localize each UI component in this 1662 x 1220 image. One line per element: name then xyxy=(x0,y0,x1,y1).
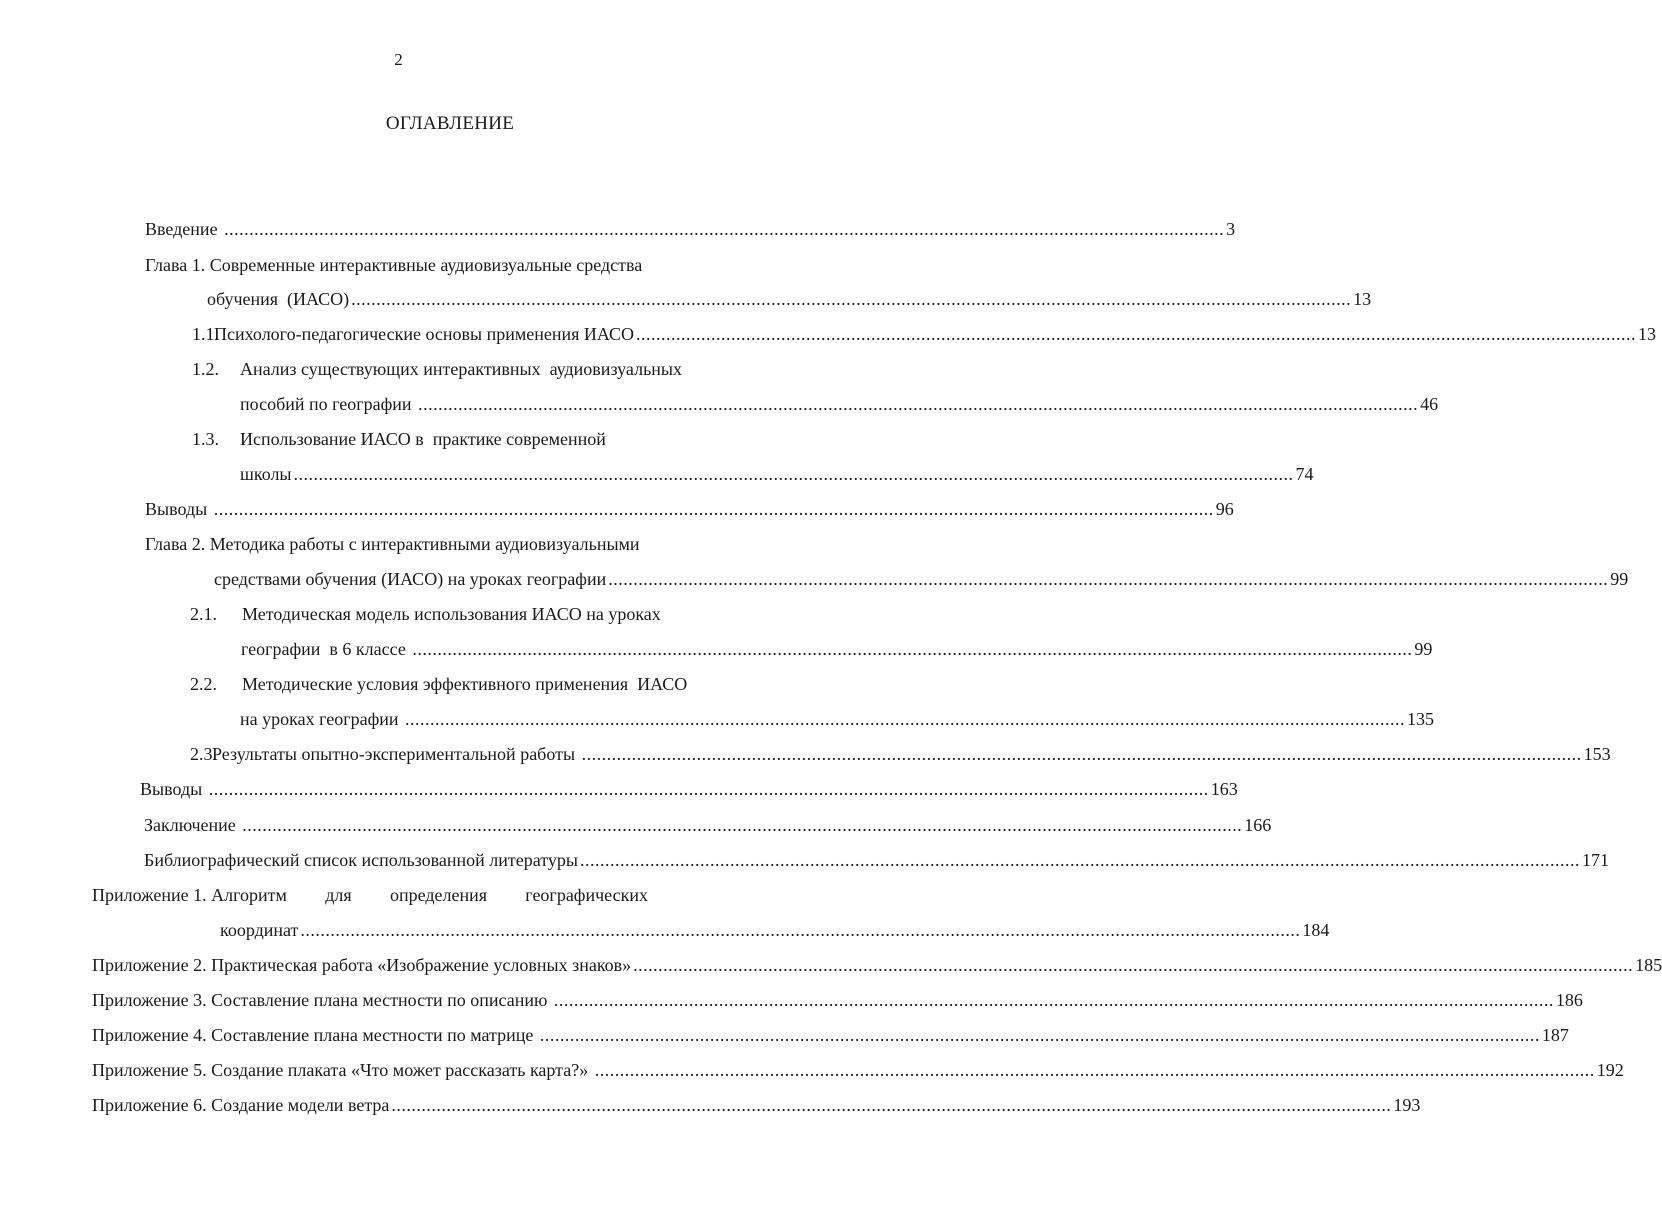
toc-label: Приложение 2. Практическая работа «Изображение условных знаков» xyxy=(92,955,632,975)
toc-page: 74 xyxy=(1295,464,1314,484)
toc-entry-conclusions-1 xyxy=(145,496,1234,522)
toc-page: 193 xyxy=(1393,1095,1421,1115)
section-number: 2.1. xyxy=(190,604,217,624)
toc-label: Психолого-педагогические основы применения ИАСО xyxy=(214,324,635,344)
toc-label: обучения (ИАСО) xyxy=(207,289,350,309)
toc-label: Заключение xyxy=(144,815,241,835)
toc-label-part: определения xyxy=(389,885,487,905)
toc-entry-appendix-5 xyxy=(92,1057,1624,1083)
toc-label: Введение xyxy=(145,219,223,239)
leader-dots: ........................................................................................................................................................................................................ xyxy=(608,569,1609,589)
toc-entry-appendix-3 xyxy=(92,987,1583,1013)
toc-page: 185 xyxy=(1635,955,1662,975)
toc-chapter-2-title: Глава 2. Методика работы с интерактивными аудиовизуальными xyxy=(145,534,640,554)
toc-entry-appendix-1 xyxy=(220,917,1330,943)
toc-entry-ch2 xyxy=(214,566,1629,592)
toc-label-part: Приложение 1. Алгоритм xyxy=(92,885,287,905)
section-number: 2.2. xyxy=(190,674,217,694)
toc-label: Выводы xyxy=(140,779,207,799)
toc-entry-ch1 xyxy=(207,286,1372,312)
toc-page: 166 xyxy=(1244,815,1272,835)
toc-label: Приложение 4. Составление плана местности по матрице xyxy=(92,1025,538,1045)
toc-label: на уроках географии xyxy=(240,709,404,729)
toc-page: 163 xyxy=(1210,779,1238,799)
page-number: 2 xyxy=(394,50,403,69)
section-number: 2.3. xyxy=(190,744,217,764)
toc-label: Методические условия эффективного применения ИАСО xyxy=(242,674,688,694)
toc-label: Выводы xyxy=(145,499,212,519)
leader-dots: ........................................................................................................................................................................................................ xyxy=(594,1060,1595,1080)
page-title: ОГЛАВЛЕНИЕ xyxy=(385,113,515,134)
leader-dots: ........................................................................................................................................................................................................ xyxy=(636,324,1637,344)
toc-label: географии в 6 классе xyxy=(241,639,411,659)
toc-entry-1-3-cont xyxy=(240,461,1314,487)
section-number: 1.2. xyxy=(192,359,219,379)
toc-page: 153 xyxy=(1583,744,1611,764)
toc-page: 186 xyxy=(1555,990,1583,1010)
leader-dots: ........................................................................................................................................................................................................ xyxy=(293,464,1294,484)
toc-page: 46 xyxy=(1420,394,1439,414)
toc-page: 13 xyxy=(1353,289,1372,309)
leader-dots: ........................................................................................................................................................................................................ xyxy=(224,219,1225,239)
toc-entry-appendix-6 xyxy=(92,1092,1421,1118)
leader-dots: ........................................................................................................................................................................................................ xyxy=(580,850,1581,870)
toc-entry-2-2 xyxy=(190,671,766,697)
leader-dots: ........................................................................................................................................................................................................ xyxy=(208,779,1209,799)
toc-label: координат xyxy=(220,920,299,940)
section-number: 1.1. xyxy=(192,324,219,344)
leader-dots: ........................................................................................................................................................................................................ xyxy=(418,394,1419,414)
toc-appendix-1-title xyxy=(92,882,648,908)
toc-page: 184 xyxy=(1302,920,1330,940)
toc-label: Анализ существующих интерактивных аудиовизуальных xyxy=(240,359,683,379)
leader-dots: ........................................................................................................................................................................................................ xyxy=(351,289,1352,309)
toc-entry-conclusions-2 xyxy=(140,776,1238,802)
toc-entry-appendix-4 xyxy=(92,1022,1569,1048)
toc-entry-intro xyxy=(145,216,1236,242)
toc-label-part: географических xyxy=(525,885,648,905)
leader-dots: ........................................................................................................................................................................................................ xyxy=(391,1095,1392,1115)
toc-label: Использование ИАСО в практике современной xyxy=(240,429,606,449)
toc-page: 99 xyxy=(1414,639,1433,659)
leader-dots: ........................................................................................................................................................................................................ xyxy=(412,639,1413,659)
toc-entry-appendix-2 xyxy=(92,952,1662,978)
toc-label: Приложение 6. Создание модели ветра xyxy=(92,1095,390,1115)
toc-page: 99 xyxy=(1610,569,1629,589)
toc-entry-2-1-cont xyxy=(241,636,1433,662)
toc-entry-1-2-cont xyxy=(240,391,1439,417)
toc-entry-1-2 xyxy=(192,356,766,382)
leader-dots: ........................................................................................................................................................................................................ xyxy=(633,955,1634,975)
toc-chapter-1-title: Глава 1. Современные интерактивные аудиовизуальные средства xyxy=(145,255,643,275)
toc-entry-conclusion xyxy=(144,812,1272,838)
toc-label: Приложение 3. Составление плана местности по описанию xyxy=(92,990,552,1010)
toc-label: Библиографический список использованной литературы xyxy=(144,850,579,870)
toc-entry-1-1 xyxy=(192,321,1657,347)
toc-label-part: для xyxy=(325,885,352,905)
toc-entry-2-1 xyxy=(190,601,766,627)
toc-page: 135 xyxy=(1407,709,1435,729)
toc-page: 13 xyxy=(1638,324,1657,344)
toc-page: 96 xyxy=(1215,499,1234,519)
toc-page: 192 xyxy=(1596,1060,1624,1080)
toc-page: 3 xyxy=(1226,219,1236,239)
toc-label: школы xyxy=(240,464,292,484)
toc-label: Результаты опытно-экспериментальной работы xyxy=(212,744,580,764)
toc-page: 171 xyxy=(1582,850,1610,870)
toc-page: 187 xyxy=(1541,1025,1569,1045)
toc-entry-1-3 xyxy=(192,426,766,452)
toc-entry-bibliography xyxy=(144,847,1610,873)
toc-label: средствами обучения (ИАСО) на уроках географии xyxy=(214,569,607,589)
section-number: 1.3. xyxy=(192,429,219,449)
toc-entry-2-3 xyxy=(190,741,1611,767)
leader-dots: ........................................................................................................................................................................................................ xyxy=(242,815,1243,835)
toc-label: пособий по географии xyxy=(240,394,417,414)
leader-dots: ........................................................................................................................................................................................................ xyxy=(300,920,1301,940)
leader-dots: ........................................................................................................................................................................................................ xyxy=(213,499,1214,519)
leader-dots: ........................................................................................................................................................................................................ xyxy=(405,709,1406,729)
leader-dots: ........................................................................................................................................................................................................ xyxy=(539,1025,1540,1045)
leader-dots: ........................................................................................................................................................................................................ xyxy=(581,744,1582,764)
toc-label: Методическая модель использования ИАСО на уроках xyxy=(242,604,661,624)
leader-dots: ........................................................................................................................................................................................................ xyxy=(553,990,1554,1010)
toc-label: Приложение 5. Создание плаката «Что может рассказать карта?» xyxy=(92,1060,593,1080)
toc-entry-2-2-cont xyxy=(240,706,1435,732)
